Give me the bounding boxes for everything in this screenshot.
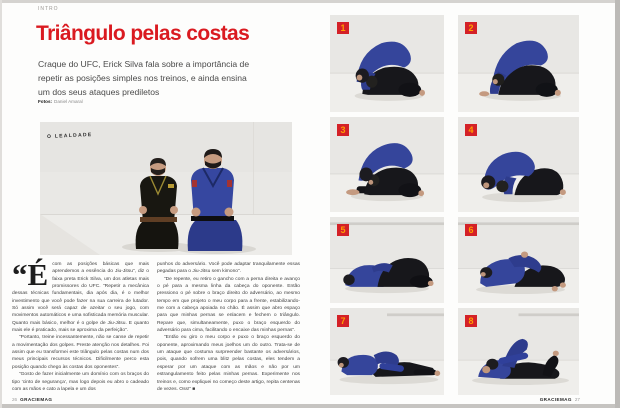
- page-number: 26: [12, 397, 18, 402]
- body-column-1: [12, 257, 149, 393]
- paragraph: “De repente, eu retiro o gancho com a perna direita e avanço o pé para a mesma linha da cabeça do oponente. Então pressiono o pé sobre o braço direito do adversário, ao mesmo tempo em que projeto o meu corpo para a frente, estabilizando-me com a cabeça apoiada no chão. É assim que abro espaço para que minhas pernas se enlacem e fechem o triângulo. Repare que, simultaneamente, puxo o braço esquerdo do adversário para cima, facilitando o encaixe das minhas pernas”.: [157, 276, 300, 334]
- step-number-badge: 6: [465, 224, 477, 236]
- step-photo-5: [330, 217, 444, 303]
- section-kicker: INTRO: [38, 6, 59, 12]
- body-column-2: [157, 261, 300, 393]
- step-number-badge: 7: [337, 315, 349, 327]
- step-number-badge: 8: [465, 315, 477, 327]
- paragraph: “Gosto de fazer inicialmente um domínio com os braços do tipo ‘cinto de segurança’, mas logo depois eu abro o cadeado com as mãos e cato a lapela e um dos: [12, 372, 149, 392]
- step-photo-7: [330, 308, 444, 395]
- step-photo-3: [330, 117, 444, 212]
- credit-label: Fotos:: [38, 99, 53, 104]
- footer-right: [500, 397, 580, 402]
- main-photo: [40, 122, 292, 255]
- step-number-badge: 3: [337, 124, 349, 136]
- step-photo-2: [458, 15, 579, 112]
- article-title: Triângulo pelas costas: [36, 22, 250, 45]
- paragraph: punhos do adversário. Você pode adaptar tranquilamente essas pegadas para o Jiu-Jitsu sem kimono”.: [157, 262, 300, 275]
- step-photo-6: [458, 217, 579, 303]
- footer-left: [12, 397, 55, 402]
- page-number: 27: [574, 397, 580, 402]
- page-edge-top: [0, 0, 620, 3]
- step-number-badge: 5: [337, 224, 349, 236]
- drop-cap: “É: [12, 257, 49, 292]
- photo-wall-text: O LEALDADE: [46, 132, 93, 140]
- page-edge-bottom: [0, 404, 620, 408]
- paragraph: “Então eu giro o meu corpo e puxo o braço esquerdo do oponente, aproximando meus joelhos um do outro. Trata-se de um ataque que costuma surpreender bastante os adversários, pois, quando sofrem uma blitz pelas costas, eles tendem a esperar por um ataque com as mãos e não por um estrangulamento feito pelas minhas pernas. Experimente nos treinos e, como expliquei no começo deste artigo, repita centenas de vezes. Oss!” ■: [157, 335, 300, 392]
- paragraph: “Portanto, treine incessantemente, não se canse de repetir a movimentação dos golpes. Preste atenção nos detalhes. Foi assim que eu transformei este triângulo pelas costas num dos meus principais recursos técnicos. Dificilmente perco esta posição quando chego às costas dos oponentes”.: [12, 335, 149, 370]
- step-photo-1: [330, 15, 444, 112]
- article-dek: Craque do UFC, Erick Silva fala sobre a importância de repetir as posições simples nos treinos, e ainda ensina um dos seus ataques prediletos: [38, 59, 250, 97]
- credit-name: Daniel Amaral: [54, 99, 83, 104]
- step-number-badge: 2: [465, 22, 477, 34]
- step-number-badge: 4: [465, 124, 477, 136]
- magazine-brand: GRACIEMAG: [20, 397, 53, 402]
- page-edge-right: [615, 0, 620, 408]
- main-photo-illustration: [40, 122, 292, 255]
- step-photo-8: [458, 308, 579, 395]
- paragraph: [12, 257, 149, 334]
- magazine-brand: GRACIEMAG: [539, 397, 572, 402]
- page-edge-left: [0, 0, 2, 408]
- step-number-badge: 1: [337, 22, 349, 34]
- step-photo-4: [458, 117, 579, 212]
- photo-credit: [38, 99, 83, 104]
- paragraph-text: com as posições básicas que mais aprendemos a essência do Jiu-Jitsu”, diz o faixa preta Erick Silva, um dos atletas mais promissores do UFC. “Repetir a mecânica dessas técnicas fundamentais, dia após dia, é o melhor investimento que você pode fazer na sua carreira de lutador. Só assim você será capaz de azeitar o seu jogo, com movimentos automáticos e uma sofisticada memória muscular. Quanto mais básico, melhor é o golpe de Jiu-Jitsu. E quanto mais ele é praticado, mais se aproxima da perfeição”.: [12, 262, 149, 334]
